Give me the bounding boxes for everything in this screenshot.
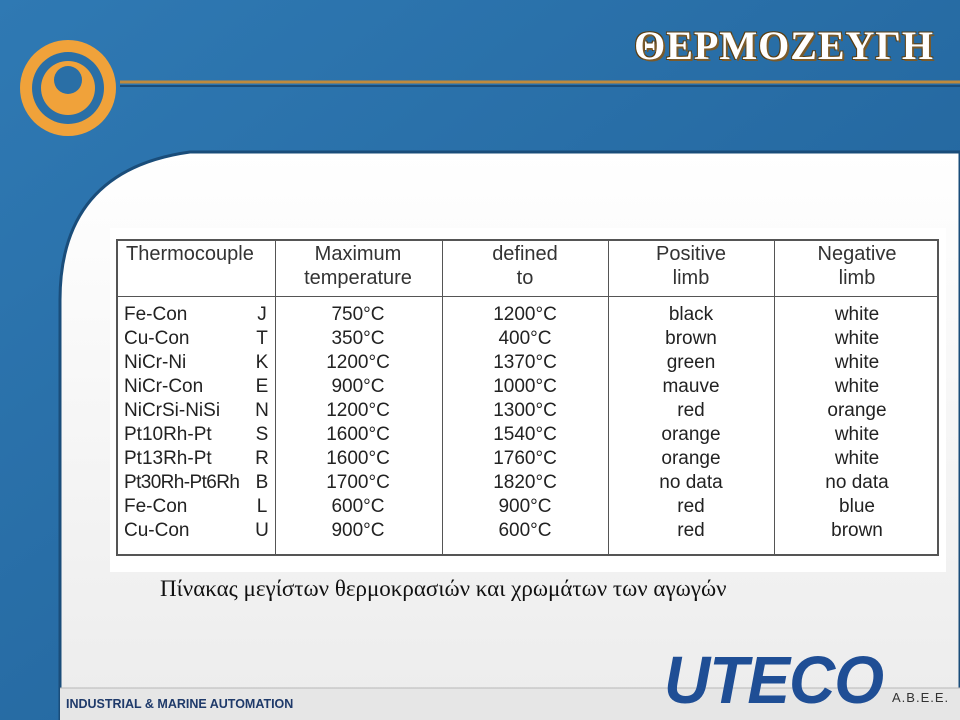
cell-max-temperature: 900°C — [331, 376, 385, 397]
cell-type-code: B — [255, 472, 269, 493]
cell-positive-limb: brown — [665, 328, 717, 349]
cell-max-temperature: 600°C — [331, 496, 385, 517]
cell-thermocouple: NiCr-Ni — [124, 352, 187, 373]
cell-defined-to: 1760°C — [493, 448, 557, 469]
cell-defined-to: 900°C — [498, 496, 552, 517]
cell-negative-limb: no data — [825, 472, 889, 493]
cell-positive-limb: red — [677, 400, 705, 421]
cell-defined-to: 600°C — [498, 520, 552, 541]
header-max-temperature: Maximum temperature — [304, 243, 412, 289]
cell-thermocouple: Fe-Con — [124, 304, 188, 325]
cell-negative-limb: white — [834, 424, 880, 445]
cell-type-code: S — [255, 424, 269, 445]
cell-negative-limb: white — [834, 304, 880, 325]
cell-thermocouple: Cu-Con — [124, 520, 190, 541]
header-defined-to: defined to — [492, 243, 558, 289]
slide-title: ΘΕΡΜΟΖΕΥΓΗ — [634, 23, 934, 68]
cell-max-temperature: 750°C — [331, 304, 385, 325]
cell-defined-to: 1820°C — [493, 472, 557, 493]
cell-type-code: N — [255, 400, 269, 421]
table-header-divider — [118, 296, 937, 297]
table-divider — [442, 241, 443, 554]
cell-negative-limb: brown — [831, 520, 883, 541]
cell-positive-limb: red — [677, 496, 705, 517]
uteco-logo: UTECO — [664, 642, 883, 718]
header-positive-limb: Positive limb — [655, 243, 727, 289]
cell-thermocouple: NiCrSi-NiSi — [124, 400, 221, 421]
cell-type-code: E — [255, 376, 269, 397]
cell-defined-to: 1300°C — [493, 400, 557, 421]
cell-max-temperature: 350°C — [331, 328, 385, 349]
cell-positive-limb: red — [677, 520, 705, 541]
cell-thermocouple: Cu-Con — [124, 328, 190, 349]
cell-defined-to: 1000°C — [493, 376, 557, 397]
cell-type-code: K — [255, 352, 269, 373]
cell-positive-limb: orange — [661, 424, 721, 445]
cell-max-temperature: 1200°C — [326, 352, 390, 373]
cell-negative-limb: white — [834, 328, 880, 349]
cell-max-temperature: 1700°C — [326, 472, 390, 493]
cell-type-code: T — [256, 328, 268, 349]
header-thermocouple: Thermocouple — [126, 243, 254, 265]
cell-type-code: U — [255, 520, 269, 541]
cell-max-temperature: 1200°C — [326, 400, 390, 421]
cell-type-code: J — [257, 304, 267, 325]
cell-max-temperature: 1600°C — [326, 448, 390, 469]
cell-positive-limb: orange — [661, 448, 721, 469]
table-divider — [275, 241, 276, 554]
cell-negative-limb: white — [834, 376, 880, 397]
cell-thermocouple: Pt13Rh-Pt — [124, 448, 212, 469]
table-divider — [608, 241, 609, 554]
cell-defined-to: 1370°C — [493, 352, 557, 373]
table-caption: Πίνακας μεγίστων θερμοκρασιών και χρωμάτων των αγωγών — [160, 576, 727, 601]
cell-positive-limb: no data — [659, 472, 723, 493]
thermocouple-table — [116, 239, 939, 556]
footer-tagline: INDUSTRIAL & MARINE AUTOMATION — [66, 697, 294, 711]
cell-thermocouple: Pt30Rh-Pt6Rh — [124, 472, 240, 493]
cell-defined-to: 1540°C — [493, 424, 557, 445]
cell-max-temperature: 900°C — [331, 520, 385, 541]
cell-type-code: R — [255, 448, 269, 469]
cell-thermocouple: NiCr-Con — [124, 376, 204, 397]
cell-positive-limb: green — [666, 352, 716, 373]
cell-positive-limb: mauve — [662, 376, 720, 397]
table-divider — [774, 241, 775, 554]
cell-positive-limb: black — [668, 304, 714, 325]
cell-thermocouple: Fe-Con — [124, 496, 188, 517]
cell-type-code: L — [256, 496, 268, 517]
cell-negative-limb: blue — [839, 496, 875, 517]
orange-ring-logo-icon — [20, 40, 116, 136]
brand-suffix: A.B.E.E. — [892, 690, 950, 705]
cell-negative-limb: white — [834, 352, 880, 373]
cell-defined-to: 1200°C — [493, 304, 557, 325]
cell-thermocouple: Pt10Rh-Pt — [124, 424, 212, 445]
header-negative-limb: Negative limb — [817, 243, 897, 289]
cell-defined-to: 400°C — [498, 328, 552, 349]
cell-negative-limb: orange — [827, 400, 887, 421]
cell-max-temperature: 1600°C — [326, 424, 390, 445]
cell-negative-limb: white — [834, 448, 880, 469]
